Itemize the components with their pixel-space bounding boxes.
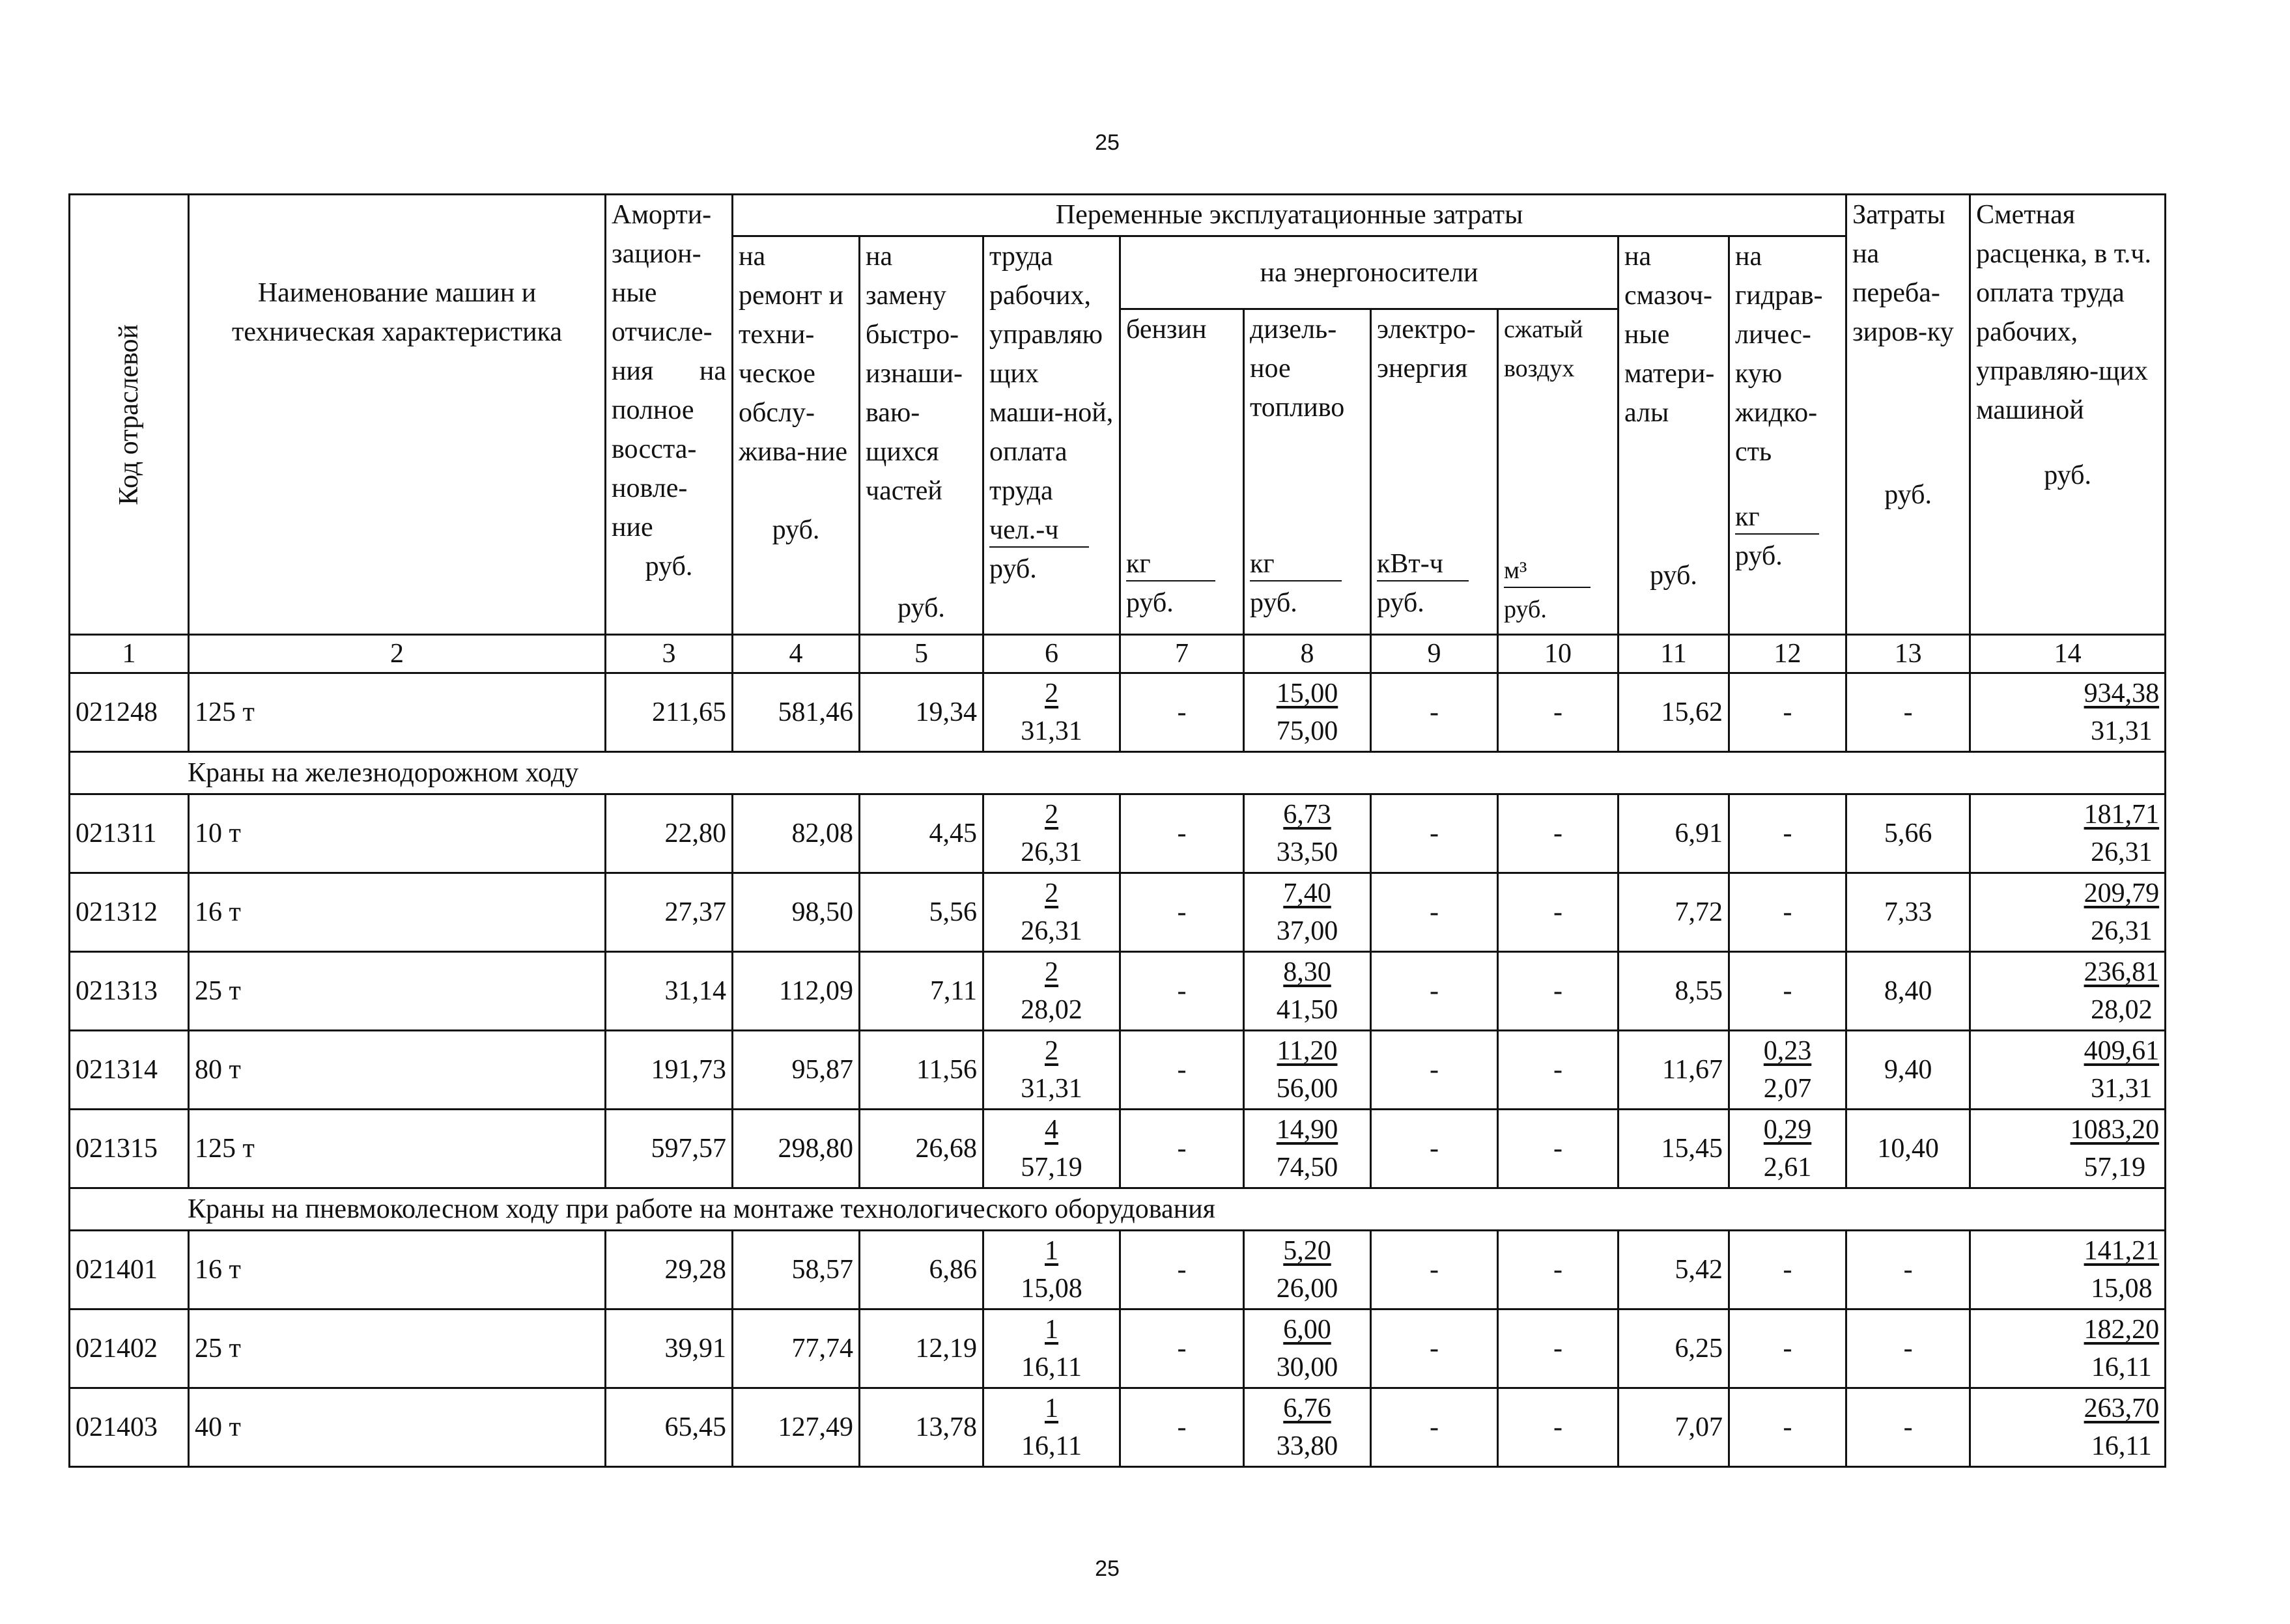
cell-hydraulic: - [1729,673,1846,752]
header-diesel-label: дизель-ное топливо [1250,315,1345,423]
cell-replace: 4,45 [860,794,983,873]
cell-estimate-bottom: 31,31 [2091,716,2153,746]
cell-amort: 39,91 [606,1309,733,1388]
header-electric-unit-top: кВт-ч [1377,544,1491,583]
cell-diesel-bottom: 74,50 [1276,1153,1338,1183]
cell-amort: 191,73 [606,1031,733,1110]
cell-amort: 65,45 [606,1388,733,1467]
header-air [1498,309,1619,635]
cell-lube: 11,67 [1619,1031,1729,1110]
cell-relocation: - [1846,673,1970,752]
cell-lube: 7,72 [1619,873,1729,952]
cell-air: - [1498,873,1619,952]
cell-estimate-top: 236,81 [2084,957,2160,987]
cell-diesel [1244,873,1371,952]
cell-diesel [1244,1309,1371,1388]
cell-hydraulic: - [1729,952,1846,1031]
cell-diesel-bottom: 33,80 [1276,1431,1338,1461]
cell-diesel-top: 8,30 [1283,957,1331,987]
header-hydraulic [1729,236,1846,635]
group-label: Краны на железнодорожном ходу [70,752,2166,794]
cell-electric: - [1371,1231,1498,1309]
cell-lube: 7,07 [1619,1388,1729,1467]
cell-code: 021311 [70,794,189,873]
cell-estimate-top: 209,79 [2084,878,2160,908]
cell-repair: 98,50 [733,873,860,952]
cell-diesel [1244,794,1371,873]
cell-estimate-bottom: 16,11 [2091,1431,2152,1461]
cell-lube: 15,62 [1619,673,1729,752]
header-name [189,195,606,635]
cell-diesel-top: 14,90 [1276,1115,1338,1145]
col-num-5: 5 [860,635,983,673]
cell-electric: - [1371,873,1498,952]
cell-lube: 6,25 [1619,1309,1729,1388]
col-num-13: 13 [1846,635,1970,673]
header-electric [1371,309,1498,635]
table-row [70,1110,2166,1188]
cell-labor-bottom: 16,11 [1021,1352,1082,1382]
header-air-unit-top: м³ [1504,551,1612,590]
cell-replace: 11,56 [860,1031,983,1110]
cell-diesel-bottom: 26,00 [1276,1274,1338,1304]
cell-relocation: - [1846,1231,1970,1309]
cell-amort: 597,57 [606,1110,733,1188]
header-electric-unit-bot: руб. [1377,588,1424,618]
cell-labor-top: 1 [1044,1315,1058,1345]
cell-labor-bottom: 26,31 [1021,916,1082,946]
col-num-9: 9 [1371,635,1498,673]
cell-code: 021402 [70,1309,189,1388]
machine-cost-table [68,193,2166,1468]
cell-relocation: 9,40 [1846,1031,1970,1110]
header-diesel [1244,309,1371,635]
header-name-label: Наименование машин и техническая характеристика [231,278,562,347]
cell-hydraulic [1729,1110,1846,1188]
cell-hydraulic-top: 0,23 [1763,1036,1812,1066]
cell-air: - [1498,1231,1619,1309]
cell-petrol: - [1120,1110,1244,1188]
header-relocation [1846,195,1970,635]
cell-replace: 12,19 [860,1309,983,1388]
header-labor-label: труда рабочих, управляю щих маши-ной, оплата труда [989,242,1114,506]
header-estimate-unit: руб. [2044,460,2091,490]
cell-estimate-top: 181,71 [2084,800,2160,830]
cell-lube: 5,42 [1619,1231,1729,1309]
cell-relocation: 10,40 [1846,1110,1970,1188]
cell-estimate [1970,1309,2166,1388]
cell-estimate-top: 141,21 [2084,1236,2160,1266]
col-num-8: 8 [1244,635,1371,673]
col-num-2: 2 [189,635,606,673]
cell-repair: 58,57 [733,1231,860,1309]
cell-electric: - [1371,673,1498,752]
cell-estimate-top: 1083,20 [2070,1115,2160,1145]
cell-diesel [1244,673,1371,752]
header-diesel-unit-bot: руб. [1250,588,1297,618]
cell-diesel-top: 11,20 [1277,1036,1338,1066]
cell-estimate [1970,873,2166,952]
col-num-14: 14 [1970,635,2166,673]
group-row [70,1188,2166,1231]
cell-estimate-bottom: 57,19 [2084,1153,2146,1183]
cell-labor-top: 2 [1045,1036,1058,1066]
header-replace-label: на замену быстро-изнаши-ваю-щихся частей [866,242,963,506]
header-labor-unit-top: чел.-ч [989,511,1114,550]
cell-hydraulic-bottom: 2,07 [1763,1074,1812,1104]
cell-labor-top: 4 [1045,1115,1058,1145]
cell-repair: 127,49 [733,1388,860,1467]
cell-relocation: 7,33 [1846,873,1970,952]
cell-relocation: 8,40 [1846,952,1970,1031]
cell-hydraulic [1729,1031,1846,1110]
cell-repair: 77,74 [733,1309,860,1388]
header-energy-label: на энергоносители [1260,257,1478,288]
col-num-3: 3 [606,635,733,673]
cell-amort: 31,14 [606,952,733,1031]
cell-hydraulic: - [1729,794,1846,873]
page-number-top: 25 [1095,130,1120,155]
cell-petrol: - [1120,952,1244,1031]
header-variable [733,195,1846,236]
cell-electric: - [1371,952,1498,1031]
cell-estimate-bottom: 31,31 [2091,1074,2153,1104]
cell-petrol: - [1120,873,1244,952]
cell-petrol: - [1120,1231,1244,1309]
header-air-unit-bot: руб. [1504,596,1547,623]
cell-repair: 298,80 [733,1110,860,1188]
header-repair [733,236,860,635]
cell-labor-top: 1 [1045,1236,1058,1266]
col-num-10: 10 [1498,635,1619,673]
cell-diesel-bottom: 75,00 [1276,716,1338,746]
cell-name: 10 т [189,794,606,873]
cell-name: 125 т [189,1110,606,1188]
page-number-bottom: 25 [1095,1556,1120,1581]
header-replace [860,236,983,635]
header-lube [1619,236,1729,635]
cell-diesel [1244,1031,1371,1110]
cell-air: - [1498,794,1619,873]
cell-diesel-top: 5,20 [1283,1236,1331,1266]
header-petrol-unit-bot: руб. [1126,588,1174,618]
cell-code: 021314 [70,1031,189,1110]
cell-diesel-top: 6,00 [1283,1315,1331,1345]
header-amort [606,195,733,635]
cell-relocation: 5,66 [1846,794,1970,873]
cell-labor [983,1031,1120,1110]
cell-name: 16 т [189,873,606,952]
cell-repair: 112,09 [733,952,860,1031]
cell-diesel-top: 15,00 [1276,679,1338,708]
cell-diesel [1244,952,1371,1031]
cell-estimate [1970,1031,2166,1110]
table-row [70,873,2166,952]
col-num-11: 11 [1619,635,1729,673]
cell-petrol: - [1120,794,1244,873]
cell-code: 021312 [70,873,189,952]
col-num-4: 4 [733,635,860,673]
cell-relocation: - [1846,1309,1970,1388]
header-energy [1120,236,1619,309]
cell-electric: - [1371,1388,1498,1467]
cell-labor [983,794,1120,873]
cell-code: 021313 [70,952,189,1031]
cell-hydraulic: - [1729,873,1846,952]
cell-replace: 19,34 [860,673,983,752]
cell-replace: 6,86 [860,1231,983,1309]
cell-labor-top: 2 [1045,878,1058,908]
table-row [70,1231,2166,1309]
cell-estimate-top: 182,20 [2084,1315,2160,1345]
group-row [70,752,2166,794]
cell-relocation: - [1846,1388,1970,1467]
cell-labor [983,1309,1120,1388]
cell-name: 40 т [189,1388,606,1467]
cell-name: 16 т [189,1231,606,1309]
cell-hydraulic: - [1729,1231,1846,1309]
cell-estimate-bottom: 28,02 [2091,995,2153,1025]
cell-estimate-top: 409,61 [2084,1036,2160,1066]
cell-labor [983,952,1120,1031]
cell-labor [983,873,1120,952]
cell-repair: 581,46 [733,673,860,752]
cell-replace: 26,68 [860,1110,983,1188]
header-code-label: Код отраслевой [114,324,144,505]
cell-diesel-bottom: 37,00 [1276,916,1338,946]
cell-name: 125 т [189,673,606,752]
cell-labor-top: 2 [1045,800,1058,830]
cell-estimate [1970,1231,2166,1309]
cell-labor [983,673,1120,752]
cell-name: 80 т [189,1031,606,1110]
cell-labor-bottom: 15,08 [1021,1274,1082,1304]
cell-air: - [1498,952,1619,1031]
header-hydraulic-unit-top: кг [1735,497,1840,537]
cell-diesel-top: 6,76 [1283,1393,1331,1423]
cell-hydraulic: - [1729,1309,1846,1388]
header-diesel-unit-top: кг [1250,544,1364,583]
cell-repair: 82,08 [733,794,860,873]
col-num-1: 1 [70,635,189,673]
cell-electric: - [1371,1110,1498,1188]
cell-estimate [1970,673,2166,752]
table-row [70,794,2166,873]
header-relocation-label: Затраты на переба-зиров-ку [1852,200,1954,347]
table-row [70,1388,2166,1467]
cell-lube: 8,55 [1619,952,1729,1031]
cell-diesel-bottom: 30,00 [1276,1352,1338,1382]
table-body [70,673,2166,1467]
cell-amort: 29,28 [606,1231,733,1309]
header-replace-unit: руб. [898,593,945,623]
cell-replace: 7,11 [860,952,983,1031]
cell-petrol: - [1120,673,1244,752]
cell-diesel [1244,1110,1371,1188]
header-code [70,195,189,635]
header-labor [983,236,1120,635]
header-air-label: сжатый воздух [1504,316,1583,382]
cell-name: 25 т [189,952,606,1031]
cell-labor-bottom: 28,02 [1021,995,1082,1025]
cell-electric: - [1371,1031,1498,1110]
header-relocation-unit: руб. [1884,480,1932,510]
cell-air: - [1498,1031,1619,1110]
cell-estimate [1970,952,2166,1031]
cell-estimate-bottom: 26,31 [2091,837,2153,867]
cell-labor-top: 2 [1045,957,1058,987]
cell-hydraulic-top: 0,29 [1763,1115,1812,1145]
table-row [70,1031,2166,1110]
cell-replace: 13,78 [860,1388,983,1467]
table-row [70,952,2166,1031]
cell-air: - [1498,673,1619,752]
header-petrol-unit-top: кг [1126,544,1237,583]
cell-replace: 5,56 [860,873,983,952]
cell-amort: 22,80 [606,794,733,873]
cell-estimate-bottom: 15,08 [2091,1274,2153,1304]
cell-electric: - [1371,794,1498,873]
cell-labor [983,1110,1120,1188]
cell-diesel-bottom: 56,00 [1276,1074,1338,1104]
header-amort-label: Аморти-зацион-ные отчисле-ния на полное восста-новле-ние [612,200,726,542]
cell-estimate [1970,1110,2166,1188]
cell-lube: 6,91 [1619,794,1729,873]
cell-estimate-bottom: 26,31 [2091,916,2153,946]
cell-labor [983,1388,1120,1467]
header-amort-unit: руб. [645,552,693,581]
cell-petrol: - [1120,1031,1244,1110]
cell-amort: 211,65 [606,673,733,752]
header-repair-label: на ремонт и техни-ческое обслу-жива-ние [739,242,847,467]
cell-amort: 27,37 [606,873,733,952]
cell-diesel-top: 6,73 [1283,800,1331,830]
cell-diesel-bottom: 41,50 [1276,995,1338,1025]
cell-code: 021401 [70,1231,189,1309]
cell-estimate-top: 934,38 [2084,679,2160,708]
cell-petrol: - [1120,1309,1244,1388]
header-estimate-label: Сметная расценка, в т.ч. оплата труда рабочих, управляю-щих машиной [1976,200,2152,425]
column-numbers-row [70,635,2166,673]
table-row [70,673,2166,752]
group-label: Краны на пневмоколесном ходу при работе на монтаже технологического оборудования [70,1188,2166,1231]
cell-repair: 95,87 [733,1031,860,1110]
cell-electric: - [1371,1309,1498,1388]
cell-air: - [1498,1388,1619,1467]
cell-air: - [1498,1110,1619,1188]
header-electric-label: электро-энергия [1377,315,1476,384]
cell-labor-top: 1 [1044,1393,1058,1423]
cell-lube: 15,45 [1619,1110,1729,1188]
cell-labor-bottom: 57,19 [1021,1153,1082,1183]
cell-estimate-top: 263,70 [2084,1393,2160,1423]
cell-labor [983,1231,1120,1309]
header-lube-unit: руб. [1650,561,1697,591]
header-petrol [1120,309,1244,635]
cell-name: 25 т [189,1309,606,1388]
cell-labor-bottom: 31,31 [1021,1074,1082,1104]
cell-petrol: - [1120,1388,1244,1467]
table-header [70,195,2166,673]
cell-labor-top: 2 [1045,679,1058,708]
cell-code: 021403 [70,1388,189,1467]
cell-diesel-top: 7,40 [1283,878,1331,908]
cell-estimate [1970,1388,2166,1467]
cell-hydraulic: - [1729,1388,1846,1467]
cell-labor-bottom: 31,31 [1021,716,1082,746]
cell-diesel [1244,1388,1371,1467]
table-row [70,1309,2166,1388]
cell-labor-bottom: 16,11 [1021,1431,1082,1461]
cell-estimate-bottom: 16,11 [2091,1352,2152,1382]
cell-code: 021248 [70,673,189,752]
col-num-7: 7 [1120,635,1244,673]
cell-diesel-bottom: 33,50 [1276,837,1338,867]
header-estimate [1970,195,2166,635]
header-hydraulic-label: на гидрав-личес-кую жидко-сть [1735,242,1823,467]
header-variable-label: Переменные эксплуатационные затраты [1055,200,1523,230]
col-num-6: 6 [983,635,1120,673]
header-hydraulic-unit-bot: руб. [1735,541,1783,571]
header-lube-label: на смазоч-ные матери-алы [1624,242,1715,428]
cell-code: 021315 [70,1110,189,1188]
header-petrol-label: бензин [1126,315,1207,344]
header-labor-unit-bot: руб. [989,554,1037,584]
cell-estimate [1970,794,2166,873]
cell-air: - [1498,1309,1619,1388]
col-num-12: 12 [1729,635,1846,673]
header-repair-unit: руб. [772,515,820,545]
cell-labor-bottom: 26,31 [1021,837,1082,867]
cell-diesel [1244,1231,1371,1309]
cell-hydraulic-bottom: 2,61 [1763,1153,1812,1183]
